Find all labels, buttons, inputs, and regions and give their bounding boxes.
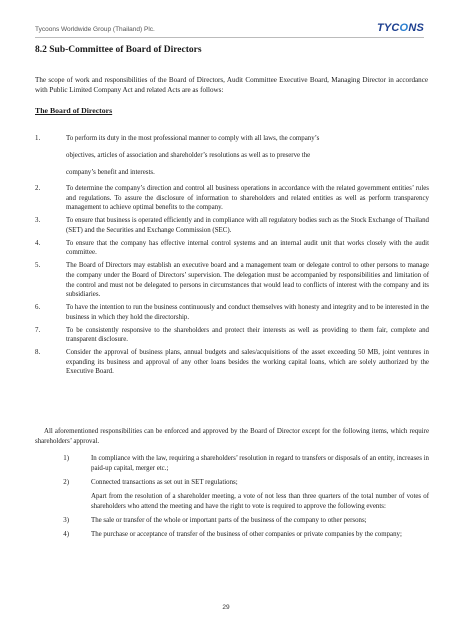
list-item-text [66,130,429,181]
list-item [35,261,429,299]
list-item [35,130,429,181]
list-item-text: To ensure that the company has effective internal control systems and an internal audit unit that works closely with the audit committee. [66,239,429,257]
list-item [35,184,429,213]
list-item-text: To have the intention to run the business continuously and conduct themselves with honesty and integrity and to be interested in the business in which they hold the directorship. [66,304,429,321]
shareholder-approval-list [35,454,429,544]
list-item-text: To be consistently responsive to the shareholders and protect their interests as well as providing to them fair, complete and transparent disclosure. [66,326,429,344]
list-item-number: 4) [63,531,69,539]
list-item-text: To ensure that business is operated efficiently and in compliance with all regulatory bodies such as the Stock Exchange of Thailand (SET) and the Securities and Exchange Commission (SEC). [66,217,429,234]
list-item [35,348,429,377]
list-item-text: The Board of Directors may establish an executive board and a management team or delegate control to other persons to manage the company under the Board of Directors’ supervision. The delegation must be accompanied by responsibilities and limitation of the control and must not be delegated to persons in circumstances that would lead to conflicts of interest with the company and its subsidiaries. [66,262,429,299]
list-item-number: 1) [63,455,69,462]
list-item-extra-text: Apart from the resolution of a shareholder meeting, a vote of not less than three quarters of the total number of votes of shareholders who attend the meeting and have the right to vote is required to approve the following events: [91,493,429,510]
list-item-number: 4. [35,239,41,247]
list-item-text-line: To perform its duty in the most professional manner to comply with all laws, the company’s [66,135,320,142]
company-logo [377,22,424,34]
list-item-number: 1. [35,135,41,142]
header-divider [35,37,424,38]
logo-text-suffix: NS [408,22,424,34]
logo-text-mid: O [399,22,409,34]
list-item-number: 2) [63,478,69,486]
section-title [35,45,202,55]
list-item [35,478,429,512]
page-number: 29 [222,604,230,611]
list-item-number: 8. [35,348,41,356]
list-item [35,454,429,473]
list-item-text [91,478,429,512]
list-item-number: 6. [35,304,41,312]
list-item-text: In compliance with the law, requiring a shareholders’ resolution in regard to transfers or disposals of an entity, increases in paid-up capital, merger etc.; [91,455,429,472]
header-company-name: Tycoons Worldwide Group (Thailand) Plc. [35,26,155,33]
board-subheading: The Board of Directors [35,106,113,115]
list-item [35,303,429,322]
list-item [35,216,429,235]
list-item-number: 3) [63,516,69,524]
list-item-number: 5. [35,262,41,270]
section-title-text: Sub-Committee of Board of Directors [49,45,202,55]
list-item [35,239,429,258]
list-item-text: To determine the company’s direction and control all business operations in accordance with the related government entities’ rules and regulations. To assure the disclosure of information to shareholders and related entities as well as perform transparency management to achieve optimal benefits to the company. [66,185,429,212]
list-item-text: Consider the approval of business plans, annual budgets and sales/acquisitions of the asset exceeding 50 MB, joint ventures in expanding its business and approval of any other loans besides the working capital loans, which are solely authorized by the Executive Board. [66,348,429,376]
section-number: 8.2 [35,45,47,55]
list-item-number: 3. [35,217,41,225]
closing-paragraph: All aforementioned responsibilities can be enforced and approved by the Board of Director except for the following items, which require shareholders’ approval. [35,428,429,445]
list-item-text: The sale or transfer of the whole or important parts of the business of the company to other persons; [91,516,367,524]
list-item-text-line: company’s benefit and interests. [66,169,155,176]
list-item-number: 7. [35,326,41,334]
list-item-text-line: objectives, articles of association and shareholder’s resolutions as well as to preserve the [66,152,311,159]
list-item-text: The purchase or acceptance of transfer of the business of other companies or private companies by the company; [91,531,402,539]
list-item [35,530,429,540]
list-item-number: 2. [35,185,41,193]
list-item [35,326,429,345]
responsibility-list [35,130,429,380]
logo-text-prefix: TYC [376,22,400,34]
list-item [35,516,429,526]
list-item-text-line: Connected transactions as set out in SET regulations; [91,478,238,486]
intro-paragraph: The scope of work and responsibilities of the Board of Directors, Audit Committee Executive Board, Managing Director in accordance with Public Limited Company Act and related Acts are as follows: [35,76,428,95]
